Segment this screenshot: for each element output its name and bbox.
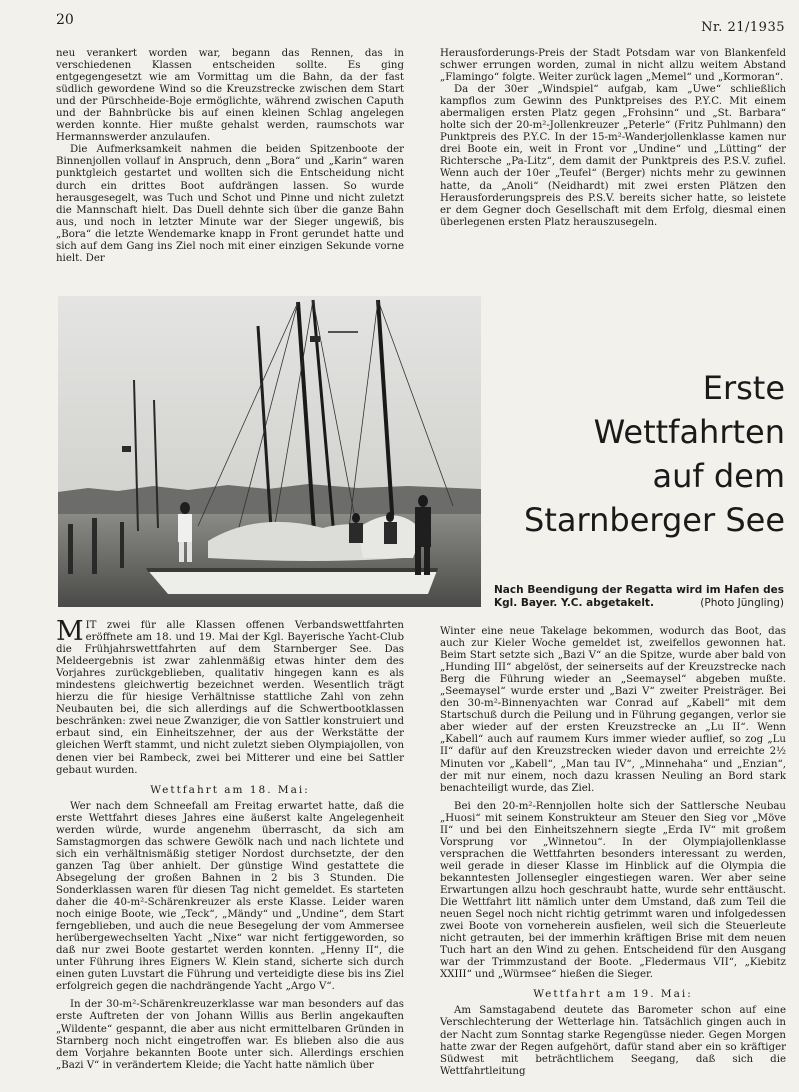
page-number: 20	[56, 12, 74, 28]
regatta-photo	[58, 296, 481, 607]
paragraph: Da der 30er „Windspiel“ aufgab, kam „Uwe“ schließlich kampflos zum Gewinn des Punktpreises des P.Y.C. Mit einem abermaligen ersten Platz gegen „Frohsinn“ und „St. Barbara“ holte sich der 20-m²-Jollenkreuzer „Peterle“ (Fritz Puhlmann) den Punktpreis des P.Y.C. In der 15-m²-Wanderjollenklasse kamen nur drei Boote ein, weit in Front vor „Undine“ und „Lütting“ der Richtersche „Pa-Litz“, dem damit der Punktpreis des P.S.V. zufiel. Wenn auch der 10er „Teufel“ (Berger) nichts mehr zu gewinnen hatte, da „Anoli“ (Neidhardt) mit zwei ersten Plätzen den Herausforderungspreis des P.S.V. bereits sicher hatte, so leistete er dem Gegner doch Gesellschaft mit dem Erfolg, diesmal einen überlegenen ersten Platz herauszusegeln.	[440, 84, 786, 228]
bottom-right-column	[440, 626, 786, 1078]
paragraph-text: IT zwei für alle Klassen offenen Verbandswettfahrten eröffnete am 18. und 19. Mai der Kgl. Bayerische Yacht-Club die Frühjahrswettfahrten auf dem Starnberger See. Das Meldeergebnis ist zwar zahlenmäßig etwas hinter dem des Vorjahres zurückgeblieben, qualitativ hingegen kann es als mindestens gleichwertig bezeichnet werden. Wesentlich trägt hierzu die für hiesige Verhältnisse stattliche Zahl von zehn Neubauten bei, die sich allerdings auf die Schwertbootklassen beschränken: zwei neue Zwanziger, die von Sattler konstruiert und erbaut sind, ein Einheitszehner, der aus der Werkstätte der gleichen Werft stammt, und nicht zuletzt sieben Olympiajollen, von denen vier bei Rambeck, zwei bei Mitterer und eine bei Sattler gebaut wurden.	[56, 620, 404, 776]
paragraph: Die Aufmerksamkeit nahmen die beiden Spitzenboote der Binnenjollen vollauf in Anspruch, denn „Bora“ und „Karin“ waren punktgleich gestartet und wollten sich die Entscheidung nicht durch ein drittes Boot aufdrängen lassen. So wurde herausgesegelt, was Tuch und Schot und Pinne und nicht zuletzt die Mannschaft hielt. Das Duell dehnte sich über die ganze Bahn aus, und noch in letzter Minute war der Sieger ungewiß, bis „Bora“ die letzte Wendemarke knapp in Front gerundet hatte und sich auf dem Gang ins Ziel noch mit einer einzigen Sekunde vorne hielt. Der	[56, 144, 404, 264]
caption-text: Nach Beendigung der Regatta wird im Hafen des Kgl. Bayer. Y.C. abgetakelt.	[494, 584, 784, 609]
paragraph: Herausforderungs-Preis der Stadt Potsdam war von Blankenfeld schwer errungen worden, zumal in nicht allzu weitem Abstand „Flamingo“ folgte. Weiter zurück lagen „Memel“ und „Kormoran“.	[440, 48, 786, 84]
photo-caption	[494, 584, 784, 610]
paragraph: neu verankert worden war, begann das Rennen, das in verschiedenen Klassen entscheiden sollte. Es ging entgegengesetzt wie am Vormittag um die Bahn, da der fast südlich gewordene Wind so die Kreuzstrecke zwischen dem Start und der Pürschheide-Boje ermöglichte, während zwischen Caputh und der Bahnbrücke bis auf einen kleinen Schlag angelegen werden konnte. Hier mußte gehalst werden, raumschots war Hermannswerder anzulaufen.	[56, 48, 404, 144]
paragraph: Winter eine neue Takelage bekommen, wodurch das Boot, das auch zur Kieler Woche gemeldet ist, zweifellos gewonnen hat. Beim Start setzte sich „Bazi V“ an die Spitze, wurde aber bald von „Hunding III“ abgelöst, der seinerseits auf der Kreuzstrecke nach Berg die Führung wieder an „Seemaysel“ abgeben mußte. „Seemaysel“ wurde erster und „Bazi V“ zweiter Preisträger. Bei den 30-m²-Binnenyachten war Conrad auf „Kabell“ mit dem Startschuß durch die Peilung und in Führung gegangen, verlor sie aber wieder auf der ersten Kreuzstrecke an „Lu II“. Wenn „Kabell“ auch auf raumem Kurs immer wieder auflief, so zog „Lu II“ dafür auf den Kreuzstrecken wieder davon und erreichte 2½ Minuten vor „Kabell“, „Man tau IV“, „Minnehaha“ und „Enzian“, der mit nur einem, noch dazu krassen Neuling an Bord stark benachteiligt wurde, das Ziel.	[440, 626, 786, 794]
title-line: Erste Wettfahrten	[593, 369, 785, 451]
paragraph: Am Samstagabend deutete das Barometer schon auf eine Verschlechterung der Wetterlage hin. Tatsächlich gingen auch in der Nacht zum Sonntag starke Regengüsse nieder. Gegen Morgen hatte zwar der Regen aufgehört, dafür stand aber ein so kräftiger Südwest mit beträchtlichem Seegang, daß sich die Wettfahrtleitung	[440, 1005, 786, 1077]
issue-number: Nr. 21/1935	[701, 20, 785, 35]
bottom-left-column	[56, 616, 404, 1072]
title-line: Starnberger See	[524, 501, 785, 539]
paragraph: Bei den 20-m²-Rennjollen holte sich der Sattlersche Neubau „Huosi“ mit seinem Konstrukteur am Steuer den Sieg vor „Möve II“ und bei den Einheitszehnern siegte „Erda IV“ mit großem Vorsprung vor „Winnetou“. In der Olympiajollenklasse versprachen die Wettfahrten besonders interessant zu werden, weil gerade in dieser Klasse im Hinblick auf die Olympia die bekanntesten Jollensegler eingestiegen waren. Wer aber seine Erwartungen allzu hoch geschraubt hatte, wurde sehr enttäuscht. Die Wettfahrt litt nämlich unter dem Umstand, daß zum Teil die neuen Segel noch nicht richtig getrimmt waren und infolgedessen zwei Boote von vorneherein ausfielen, weil sich die Steuerleute nicht getrauten, bei der immerhin kräftigen Brise mit dem neuen Tuch hart an den Wind zu gehen. Entscheidend für den Ausgang war der Trimmzustand der Boote. „Fledermaus VII“, „Kiebitz XXIII“ und „Würmsee“ hießen die Sieger.	[440, 800, 786, 981]
sailboats-harbor-image	[58, 296, 481, 607]
section-heading: Wettfahrt am 19. Mai:	[533, 988, 693, 1001]
top-left-column	[56, 48, 404, 265]
top-right-column	[440, 48, 786, 229]
paragraph: Wer nach dem Schneefall am Freitag erwartet hatte, daß die erste Wettfahrt dieses Jahres eine äußerst kalte Angelegenheit werden würde, wurde angenehm überrascht, da sich am Samstagmorgen das schwere Gewölk nach und nach lichtete und sich ein verhältnismäßig stetiger Nordost durchsetzte, der den ganzen Tag über anhielt. Der günstige Wind gestattete die Absegelung der großen Bahnen in 2 bis 3 Stunden. Die Sonderklassen waren für diesen Tag nicht gemeldet. Es starteten daher die 40-m²-Schärenkreuzer als erste Klasse. Leider waren noch einige Boote, wie „Teck“, „Mändy“ und „Undine“, dem Start ferngeblieben, und auch die neue Besegelung der vom Ammersee herübergewechselten Yacht „Nixe“ war nicht fertiggeworden, so daß nur zwei Boote gestartet werden konnten. „Henny II“, die unter Führung ihres Eigners W. Klein stand, sicherte sich durch einen guten Luvstart die Führung und verteidigte diese bis ins Ziel erfolgreich gegen die nachdrängende Yacht „Argo V“.	[56, 800, 404, 993]
paragraph	[56, 616, 404, 777]
drop-cap: M	[56, 616, 84, 647]
photo-credit: (Photo Jüngling)	[700, 597, 784, 609]
section-heading: Wettfahrt am 18. Mai:	[150, 783, 310, 796]
article-title	[505, 366, 785, 542]
paragraph: In der 30-m²-Schärenkreuzerklasse war man besonders auf das erste Auftreten der von Johann Willis aus Berlin angekauften „Wildente“ gespannt, die aber aus nicht ermittelbaren Gründen in Starnberg noch nicht eingetroffen war. Es blieben also die aus dem Vorjahre bekannten Boote unter sich. Allerdings erschien „Bazi V“ in verändertem Kleide; die Yacht hatte nämlich über	[56, 999, 404, 1071]
title-line: auf dem	[652, 457, 785, 495]
